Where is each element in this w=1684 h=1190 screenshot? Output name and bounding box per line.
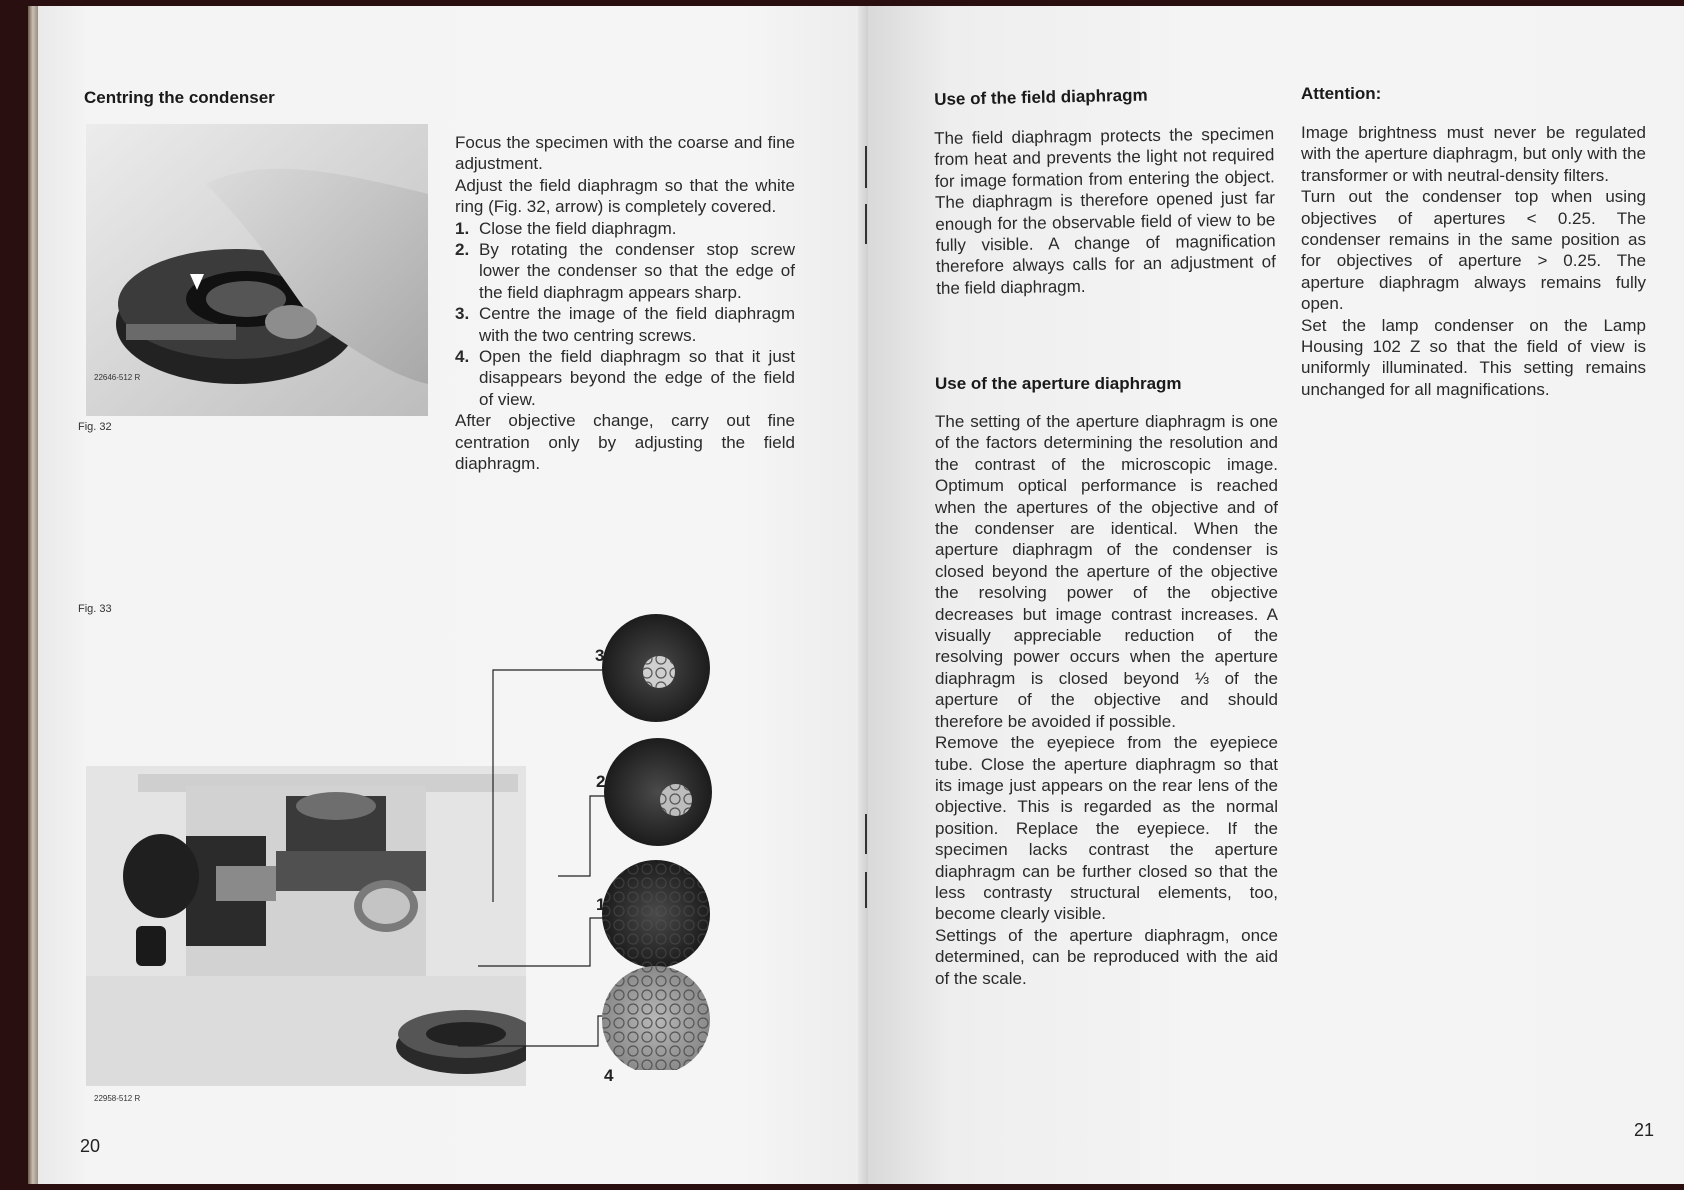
fig33-label-4: 4 <box>604 1066 614 1085</box>
margin-mark <box>865 146 867 188</box>
field-diaphragm-paragraph: The field diaphragm protects the specimen from heat and prevents the light not required for image formation from entering the object. The diaphragm is therefore opened just far enough for the observable field of view to be fully visible. A change of magnification therefore always calls for an adjustment of the field diaphragm. <box>934 124 1277 298</box>
heading-aperture-diaphragm: Use of the aperture diaphragm <box>935 374 1182 393</box>
fig33-caption: Fig. 33 <box>78 603 112 615</box>
attention-paragraph-2: Turn out the condenser top when using objectives of apertures < 0.25. The condenser remains in the same position as for objectives of aperture > 0.25. The aperture diaphragm always remains fully open. <box>1301 187 1646 314</box>
right-page <box>868 6 1684 1184</box>
fig32-code: 22646-512 R <box>94 373 141 382</box>
aperture-diaphragm-text <box>935 411 1278 989</box>
step-number: 3. <box>455 304 470 324</box>
fig33-code: 22958-512 R <box>94 1094 141 1103</box>
step-text: Close the field diaphragm. <box>479 218 677 238</box>
step-text: By rotating the condenser stop screw lower the condenser so that the edge of the field diaphragm appears sharp. <box>479 240 795 302</box>
step-number: 2. <box>455 240 470 260</box>
aperture-paragraph-3: Settings of the aperture diaphragm, once determined, can be reproduced with the aid of the scale. <box>935 925 1278 988</box>
fig33-label-2: 2 <box>596 772 606 791</box>
section-title-centring: Centring the condenser <box>84 88 275 107</box>
margin-mark <box>865 204 867 244</box>
aperture-paragraph-2: Remove the eyepiece from the eyepiece tube. Close the aperture diaphragm so that its image just appears on the rear lens of the objective. This is regarded as the normal position. Replace the eyepiece. If the specimen lacks contrast the aperture diaphragm can be further closed so that the less contrasty structural elements, too, become clearly visible. <box>935 733 1278 924</box>
fig33-label-3: 3 <box>595 646 605 665</box>
step-text: Centre the image of the field diaphragm with the two centring screws. <box>479 304 795 345</box>
view-circle-2 <box>604 738 712 846</box>
intro-paragraph-1: Focus the specimen with the coarse and fine adjustment. <box>455 133 795 174</box>
step-text: Open the field diaphragm so that it just disappears beyond the edge of the field of view. <box>479 347 795 409</box>
heading-field-diaphragm: Use of the field diaphragm <box>934 85 1148 109</box>
intro-paragraph-2: Adjust the field diaphragm so that the white ring (Fig. 32, arrow) is completely covered. <box>455 175 795 217</box>
left-page <box>38 6 868 1184</box>
margin-mark <box>865 872 867 908</box>
fig32-caption: Fig. 32 <box>78 421 112 433</box>
heading-attention: Attention: <box>1301 84 1382 103</box>
fig33-connector-lines <box>38 6 868 1184</box>
page-number-left: 20 <box>80 1136 101 1156</box>
step-number: 4. <box>455 347 470 367</box>
fig33-label-1: 1 <box>596 895 606 914</box>
margin-mark <box>865 814 867 854</box>
step-number: 1. <box>455 218 470 238</box>
fig33-view-circles <box>598 610 718 1070</box>
attention-paragraph-3: Set the lamp condenser on the Lamp Housing 102 Z so that the field of view is uniformly illuminated. This setting remains unchanged for all magnifications. <box>1301 315 1646 399</box>
field-diaphragm-text <box>934 123 1276 299</box>
aperture-paragraph-1: The setting of the aperture diaphragm is one of the factors determining the resolution and the contrast of the microscopic image. Optimum optical performance is reached when the apertures of the objective and of the condenser are identical. When the aperture diaphragm of the condenser is closed beyond the aperture of the objective the resolving power of the objective decreases but image contrast increases. A visually appreciable reduction of the resolving power occurs when the aperture diaphragm is closed beyond ⅓ of the aperture of the objective and should therefore be avoided if possible. <box>935 412 1278 731</box>
page-number-right: 21 <box>1634 1120 1655 1140</box>
outro-paragraph: After objective change, carry out fine centration only by adjusting the field diaphragm. <box>455 411 795 474</box>
attention-paragraph-1: Image brightness must never be regulated with the aperture diaphragm, but only with the transformer or with neutral-density filters. <box>1301 123 1646 185</box>
attention-text <box>1301 122 1646 400</box>
